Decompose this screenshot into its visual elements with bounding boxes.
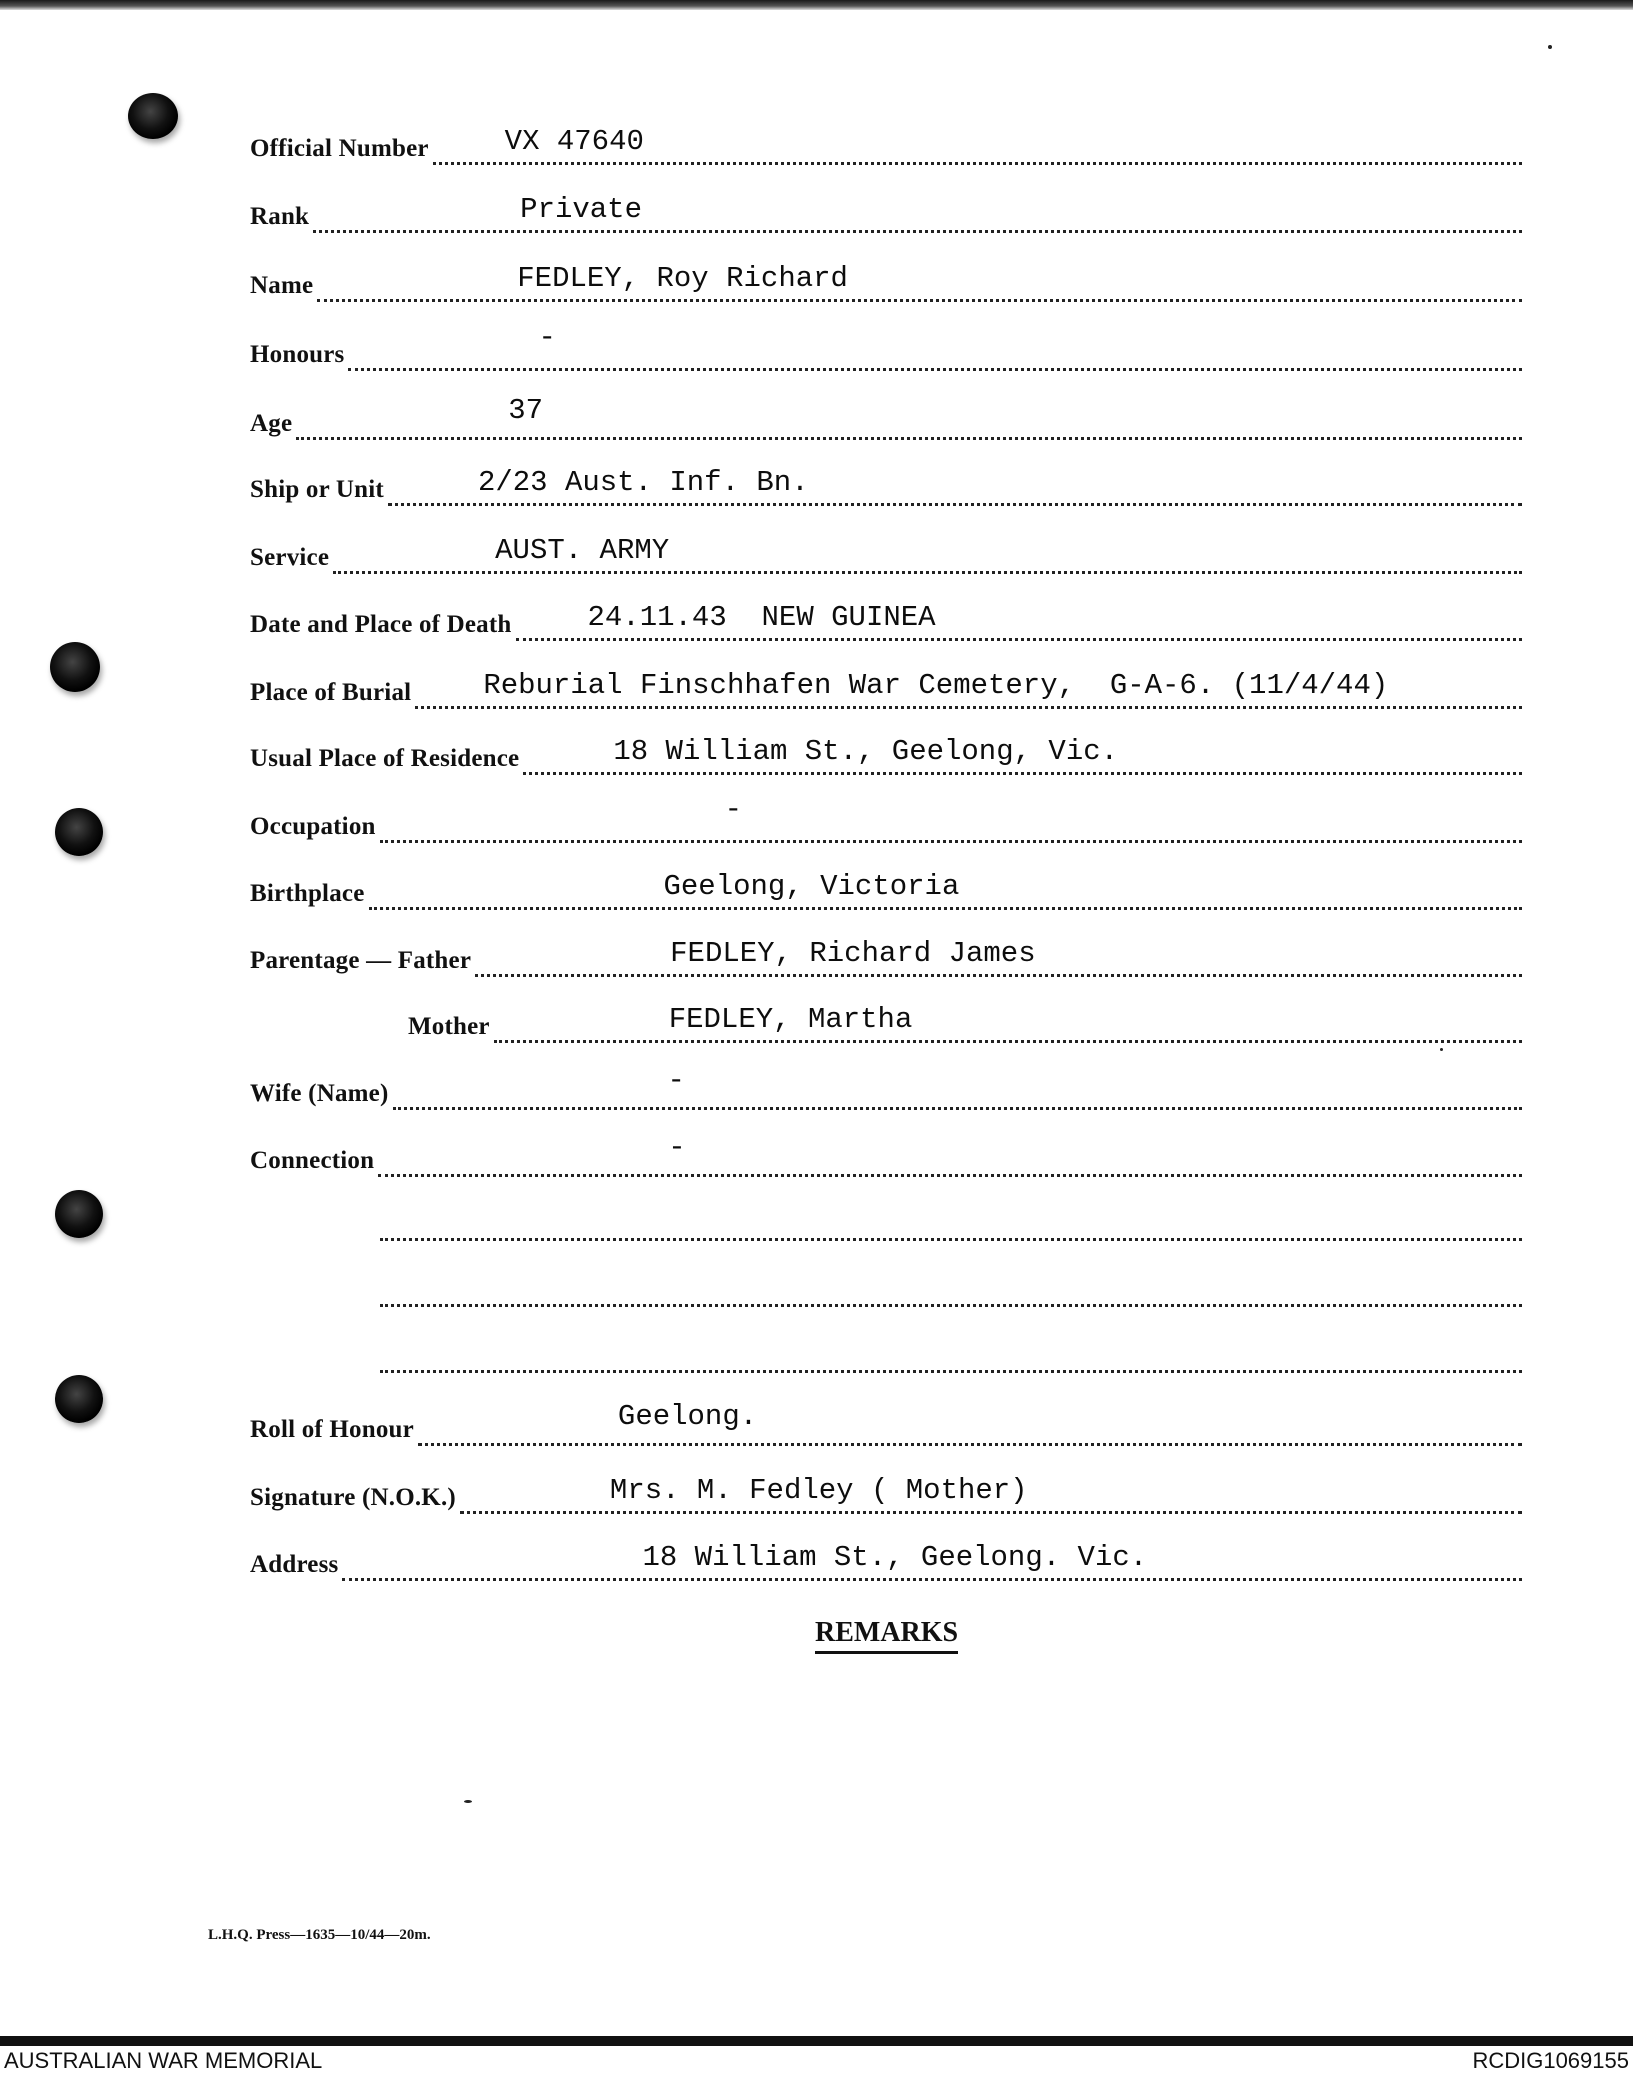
field-fill <box>460 1471 1522 1514</box>
field-fill <box>296 394 1522 440</box>
form-row-honours <box>250 321 1522 371</box>
field-fill <box>313 190 1522 233</box>
form-row-ship-or-unit <box>250 466 1522 506</box>
punch-hole <box>50 642 100 692</box>
form-row-rank <box>250 193 1522 233</box>
field-fill <box>418 1400 1522 1446</box>
remarks-heading: REMARKS <box>815 1617 958 1654</box>
field-label: Parentage — Father <box>250 947 472 974</box>
field-value: VX 47640 <box>504 125 644 158</box>
field-label: Birthplace <box>250 880 365 907</box>
field-fill <box>475 934 1522 977</box>
field-fill <box>317 259 1522 302</box>
form-row-signature <box>250 1474 1522 1514</box>
field-fill <box>393 1064 1523 1110</box>
field-label: Place of Burial <box>250 679 412 706</box>
field-value: Private <box>520 193 642 226</box>
field-value: FEDLEY, Martha <box>668 1003 913 1036</box>
field-label: Occupation <box>250 813 376 840</box>
field-value: 24.11.43 NEW GUINEA <box>587 601 936 634</box>
form-row-usual-residence <box>250 735 1522 775</box>
field-value: 37 <box>508 394 544 427</box>
form-row-wife <box>250 1064 1522 1110</box>
field-value: Geelong, Victoria <box>663 870 960 903</box>
field-value: 2/23 Aust. Inf. Bn. <box>477 466 809 499</box>
blank-dotted-line <box>380 1238 1522 1241</box>
form-row-mother <box>408 1003 1522 1043</box>
form-row-age <box>250 394 1522 440</box>
field-label: Mother <box>408 1013 490 1040</box>
field-value: 18 William St., Geelong, Vic. <box>613 735 1119 768</box>
form-row-birthplace <box>250 870 1522 910</box>
field-label: Address <box>250 1551 339 1578</box>
ink-speck <box>1440 1048 1443 1051</box>
form-row-place-of-burial <box>250 669 1522 709</box>
scan-bottom-edge <box>0 2036 1633 2046</box>
field-fill <box>388 463 1522 506</box>
field-fill <box>415 666 1522 709</box>
blank-dotted-line <box>380 1304 1522 1307</box>
field-fill <box>369 867 1523 910</box>
form-row-roll-of-honour <box>250 1400 1522 1446</box>
field-fill <box>333 531 1522 574</box>
field-label: Name <box>250 272 314 299</box>
field-value: Geelong. <box>617 1400 758 1433</box>
ink-speck <box>1548 45 1552 49</box>
field-label: Service <box>250 544 330 571</box>
form-row-service <box>250 534 1522 574</box>
field-label: Ship or Unit <box>250 476 384 503</box>
field-value: Mrs. M. Fedley ( Mother) <box>609 1474 1028 1507</box>
field-fill <box>516 598 1523 641</box>
field-label: Official Number <box>250 135 429 162</box>
field-value: - <box>668 1131 686 1164</box>
punch-hole <box>128 93 178 139</box>
form-row-address <box>250 1541 1522 1581</box>
form-row-occupation <box>250 793 1522 843</box>
field-label: Rank <box>250 203 310 230</box>
field-fill <box>494 1000 1522 1043</box>
field-label: Connection <box>250 1147 375 1174</box>
punch-hole <box>55 808 103 856</box>
field-value: FEDLEY, Richard James <box>670 937 1036 970</box>
field-value: AUST. ARMY <box>495 534 670 567</box>
punch-hole <box>55 1190 103 1238</box>
form-row-date-place-of-death <box>250 601 1522 641</box>
form-row-father <box>250 937 1522 977</box>
field-value: Reburial Finschhafen War Cemetery, G-A-6. (11/4/44) <box>483 669 1389 702</box>
field-label: Usual Place of Residence <box>250 745 520 772</box>
field-fill <box>378 1131 1522 1177</box>
field-label: Roll of Honour <box>250 1416 414 1443</box>
field-value: 18 William St., Geelong. Vic. <box>642 1541 1148 1574</box>
scan-top-edge <box>0 0 1633 10</box>
field-fill <box>348 321 1522 371</box>
archive-reference: RCDIG1069155 <box>1472 2048 1629 2073</box>
field-fill <box>523 732 1522 775</box>
printer-imprint: L.H.Q. Press—1635—10/44—20m. <box>208 1927 431 1943</box>
field-label: Honours <box>250 341 345 368</box>
form-row-connection <box>250 1131 1522 1177</box>
field-value: FEDLEY, Roy Richard <box>517 262 848 295</box>
field-label: Wife (Name) <box>250 1080 389 1107</box>
field-label: Age <box>250 410 293 437</box>
field-label: Date and Place of Death <box>250 611 512 638</box>
form-row-name <box>250 262 1522 302</box>
field-value: - <box>724 793 743 826</box>
field-value: - <box>538 321 556 354</box>
punch-hole <box>55 1375 103 1423</box>
field-value: - <box>667 1064 685 1097</box>
field-label: Signature (N.O.K.) <box>250 1484 456 1511</box>
archive-credit: AUSTRALIAN WAR MEMORIAL <box>4 2048 323 2073</box>
form-row-official-number <box>250 125 1522 165</box>
ink-speck <box>464 1800 472 1803</box>
field-fill <box>433 122 1522 165</box>
field-fill <box>342 1538 1522 1581</box>
blank-dotted-line <box>380 1370 1522 1373</box>
field-fill <box>380 793 1522 843</box>
